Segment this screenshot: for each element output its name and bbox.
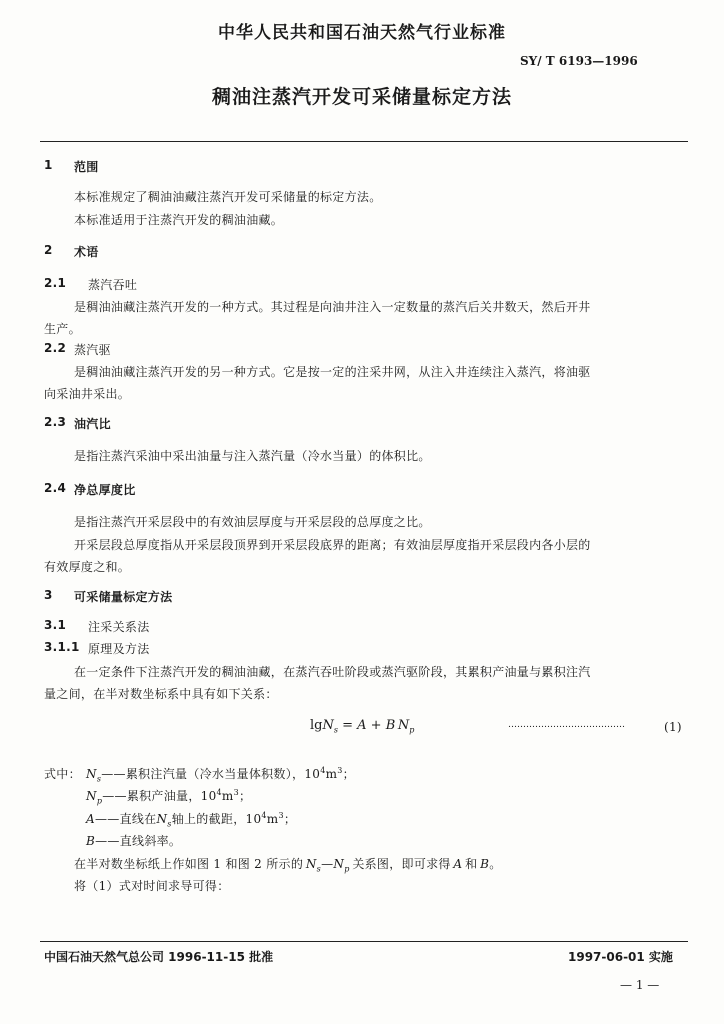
where-np-end: ； bbox=[238, 789, 252, 803]
clause-2-2-line-1: 是稠油油藏注蒸汽开发的另一种方式。它是按一定的注采井网，从注入井连续注入蒸汽，将油驱 bbox=[74, 365, 591, 379]
footer-rule bbox=[40, 941, 688, 942]
clause-2-1-number: 2.1 bbox=[44, 276, 67, 290]
section-1-paragraph-2: 本标准适用于注蒸汽开发的稠油油藏。 bbox=[74, 213, 284, 227]
equation-leader-dots: ………………………………… bbox=[508, 720, 625, 730]
issuing-authority: 中华人民共和国石油天然气行业标准 bbox=[218, 23, 506, 43]
where-a-exponent: 4 bbox=[261, 811, 267, 820]
clause-2-2-heading: 蒸汽驱 bbox=[74, 343, 111, 357]
where-b bbox=[86, 832, 181, 849]
eq-lg: lg bbox=[310, 718, 323, 733]
fig-np-symbol: N bbox=[333, 857, 345, 871]
where-ns-text: ——累积注汽量（冷水当量体积数），10 bbox=[101, 767, 321, 781]
where-np-text: ——累积产油量，10 bbox=[102, 789, 217, 803]
fig-text-2: 关系图，即可求得 bbox=[352, 857, 451, 871]
clause-2-3-number: 2.3 bbox=[44, 415, 67, 429]
where-a-symbol: A bbox=[86, 812, 95, 826]
where-a bbox=[86, 810, 296, 828]
clause-2-4-line-2: 开采层段总厚度指从开采层段顶界到开采层段底界的距离；有效油层厚度指开采层段内各小层的 bbox=[74, 538, 591, 552]
where-np-subscript: p bbox=[96, 796, 103, 806]
section-1-heading: 范围 bbox=[74, 160, 99, 174]
derivative-paragraph: 将（1）式对时间求导可得： bbox=[74, 879, 230, 893]
clause-3-1-heading: 注采关系法 bbox=[88, 620, 150, 634]
equation-1 bbox=[310, 718, 414, 735]
where-a-unit: m bbox=[266, 812, 279, 826]
where-ns-exponent: 4 bbox=[320, 766, 326, 775]
clause-2-4-line-3: 有效厚度之和。 bbox=[44, 560, 131, 574]
where-a-text-2: 轴上的截距，10 bbox=[171, 812, 262, 826]
fig-a-symbol: A bbox=[453, 857, 463, 871]
where-lead: 式中： bbox=[44, 767, 81, 781]
standard-code: SY/ T 6193—1996 bbox=[520, 54, 638, 68]
document-title: 稠油注蒸汽开发可采储量标定方法 bbox=[211, 86, 512, 108]
section-3-heading: 可采储量标定方法 bbox=[74, 590, 173, 604]
eq-equals: = bbox=[337, 718, 358, 733]
fig-text-1: 在半对数坐标纸上作如图 1 和图 2 所示的 bbox=[74, 857, 304, 871]
section-2-heading: 术语 bbox=[74, 245, 99, 259]
clause-2-3-line-1: 是指注蒸汽采油中采出油量与注入蒸汽量（冷水当量）的体积比。 bbox=[74, 449, 431, 463]
eq-np-subscript: p bbox=[409, 725, 415, 735]
equation-number: (1) bbox=[664, 720, 682, 734]
clause-2-2-line-2: 向采油井采出。 bbox=[44, 387, 131, 401]
fig-ns-subscript: s bbox=[316, 864, 322, 874]
clause-2-1-line-1: 是稠油油藏注蒸汽开发的一种方式。其过程是向油井注入一定数量的蒸汽后关井数天，然后开井 bbox=[74, 300, 591, 314]
where-ns-unit-exponent: 3 bbox=[337, 766, 343, 775]
fig-and: 和 bbox=[465, 857, 478, 871]
section-3-number: 3 bbox=[44, 588, 53, 602]
where-ns-symbol: N bbox=[86, 767, 97, 781]
eq-a-symbol: A bbox=[357, 718, 367, 733]
fig-dash: — bbox=[321, 857, 334, 871]
clause-2-1-heading: 蒸汽吞吐 bbox=[88, 278, 138, 292]
figure-reference-paragraph bbox=[74, 855, 502, 873]
where-ns bbox=[86, 765, 355, 783]
clause-2-4-line-1: 是指注蒸汽开采层段中的有效油层厚度与开采层段的总厚度之比。 bbox=[74, 515, 431, 529]
where-a-end: ； bbox=[283, 812, 297, 826]
section-1-number: 1 bbox=[44, 158, 53, 172]
where-a-n-symbol: N bbox=[156, 812, 168, 826]
clause-2-3-heading: 油汽比 bbox=[74, 417, 111, 431]
page-number: — 1 — bbox=[620, 978, 660, 992]
where-b-symbol: B bbox=[86, 834, 96, 848]
eq-ns-subscript: s bbox=[333, 725, 338, 735]
where-a-n-subscript: s bbox=[167, 819, 172, 829]
approval-line: 中国石油天然气总公司 1996-11-15 批准 bbox=[44, 950, 274, 964]
where-np bbox=[86, 787, 251, 805]
clause-2-1-line-2: 生产。 bbox=[44, 322, 81, 336]
where-a-unit-exponent: 3 bbox=[278, 811, 284, 820]
where-np-unit: m bbox=[221, 789, 234, 803]
where-ns-subscript: s bbox=[96, 774, 102, 784]
header-rule bbox=[40, 141, 688, 142]
clause-3-1-1-number: 3.1.1 bbox=[44, 640, 80, 654]
eq-plus: + bbox=[366, 718, 386, 733]
clause-3-1-1-line-2: 量之间，在半对数坐标系中具有如下关系： bbox=[44, 687, 278, 701]
where-ns-unit: m bbox=[325, 767, 338, 781]
eq-np-symbol: N bbox=[397, 718, 410, 733]
fig-b-symbol: B bbox=[480, 857, 490, 871]
section-2-number: 2 bbox=[44, 243, 53, 257]
where-np-unit-exponent: 3 bbox=[233, 788, 239, 797]
fig-ns-symbol: N bbox=[305, 857, 317, 871]
clause-2-4-heading: 净总厚度比 bbox=[74, 483, 136, 497]
fig-np-subscript: p bbox=[344, 864, 350, 874]
clause-2-2-number: 2.2 bbox=[44, 341, 67, 355]
eq-ns-symbol: N bbox=[322, 718, 334, 733]
implementation-date: 1997-06-01 实施 bbox=[568, 950, 673, 964]
fig-end: 。 bbox=[489, 857, 502, 871]
where-np-exponent: 4 bbox=[216, 788, 222, 797]
clause-3-1-1-heading: 原理及方法 bbox=[88, 642, 150, 656]
where-ns-end: ； bbox=[342, 767, 355, 781]
where-a-text-1: ——直线在 bbox=[94, 812, 157, 826]
clause-2-4-number: 2.4 bbox=[44, 481, 67, 495]
clause-3-1-1-line-1: 在一定条件下注蒸汽开发的稠油油藏，在蒸汽吞吐阶段或蒸汽驱阶段，其累积产油量与累积注汽 bbox=[74, 665, 591, 679]
section-1-paragraph-1: 本标准规定了稠油油藏注蒸汽开发可采储量的标定方法。 bbox=[74, 190, 382, 204]
where-np-symbol: N bbox=[86, 789, 97, 803]
eq-b-symbol: B bbox=[385, 718, 396, 733]
where-b-text: ——直线斜率。 bbox=[95, 834, 182, 848]
clause-3-1-number: 3.1 bbox=[44, 618, 67, 632]
